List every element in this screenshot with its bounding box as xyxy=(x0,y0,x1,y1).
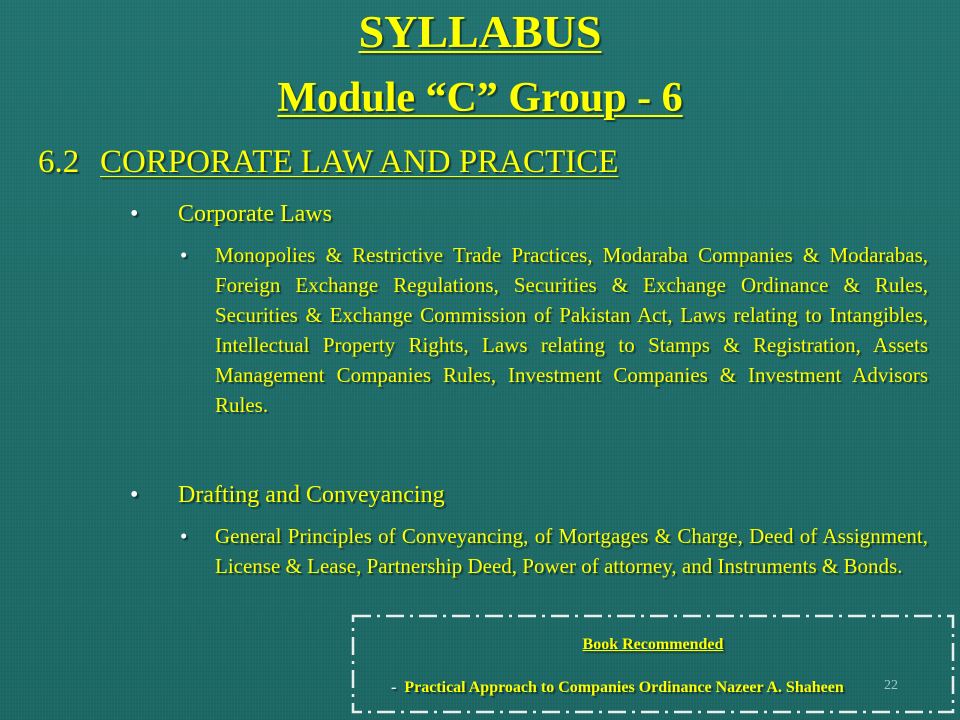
book-reference-text: Practical Approach to Companies Ordinance Nazeer A. Shaheen xyxy=(404,679,844,696)
page-number: 22 xyxy=(884,678,898,693)
bullet-icon: • xyxy=(130,201,139,227)
slide-title: SYLLABUS xyxy=(358,6,602,57)
book-reference xyxy=(391,679,844,697)
bullet-icon: • xyxy=(180,524,188,548)
topic-heading-label: Drafting and Conveyancing xyxy=(178,482,445,508)
dashed-border xyxy=(351,614,955,714)
slide-subtitle: Module “C” Group - 6 xyxy=(277,75,683,121)
topic-details-drafting xyxy=(180,521,928,581)
bullet-icon: • xyxy=(180,243,188,267)
section-number: 6.2 xyxy=(38,144,80,180)
section-title: CORPORATE LAW AND PRACTICE xyxy=(100,144,619,180)
book-heading: Book Recommended xyxy=(582,636,724,653)
topic-heading-label: Corporate Laws xyxy=(178,201,332,227)
topic-details-text: Monopolies & Restrictive Trade Practices, Modaraba Companies & Modarabas, Foreign Exchange Regulations, Securities & Exchange Ordinance & Rules, Securities & Exchange Commission of Pakistan Act, Laws relating to Intangibles, Intellectual Property Rights, Laws relating to Stamps & Registration, Assets Management Companies Rules, Investment Companies & Investment Advisors Rules. xyxy=(215,243,928,417)
bullet-icon: • xyxy=(130,482,139,508)
topic-details-corporate-laws xyxy=(180,240,928,420)
section-heading xyxy=(38,142,618,182)
topic-details-text: General Principles of Conveyancing, of Mortgages & Charge, Deed of Assignment, License & Lease, Partnership Deed, Power of attorney, and Instruments & Bonds. xyxy=(215,524,928,578)
dash-glyph: - xyxy=(391,679,397,696)
book-recommended-box xyxy=(351,614,955,714)
